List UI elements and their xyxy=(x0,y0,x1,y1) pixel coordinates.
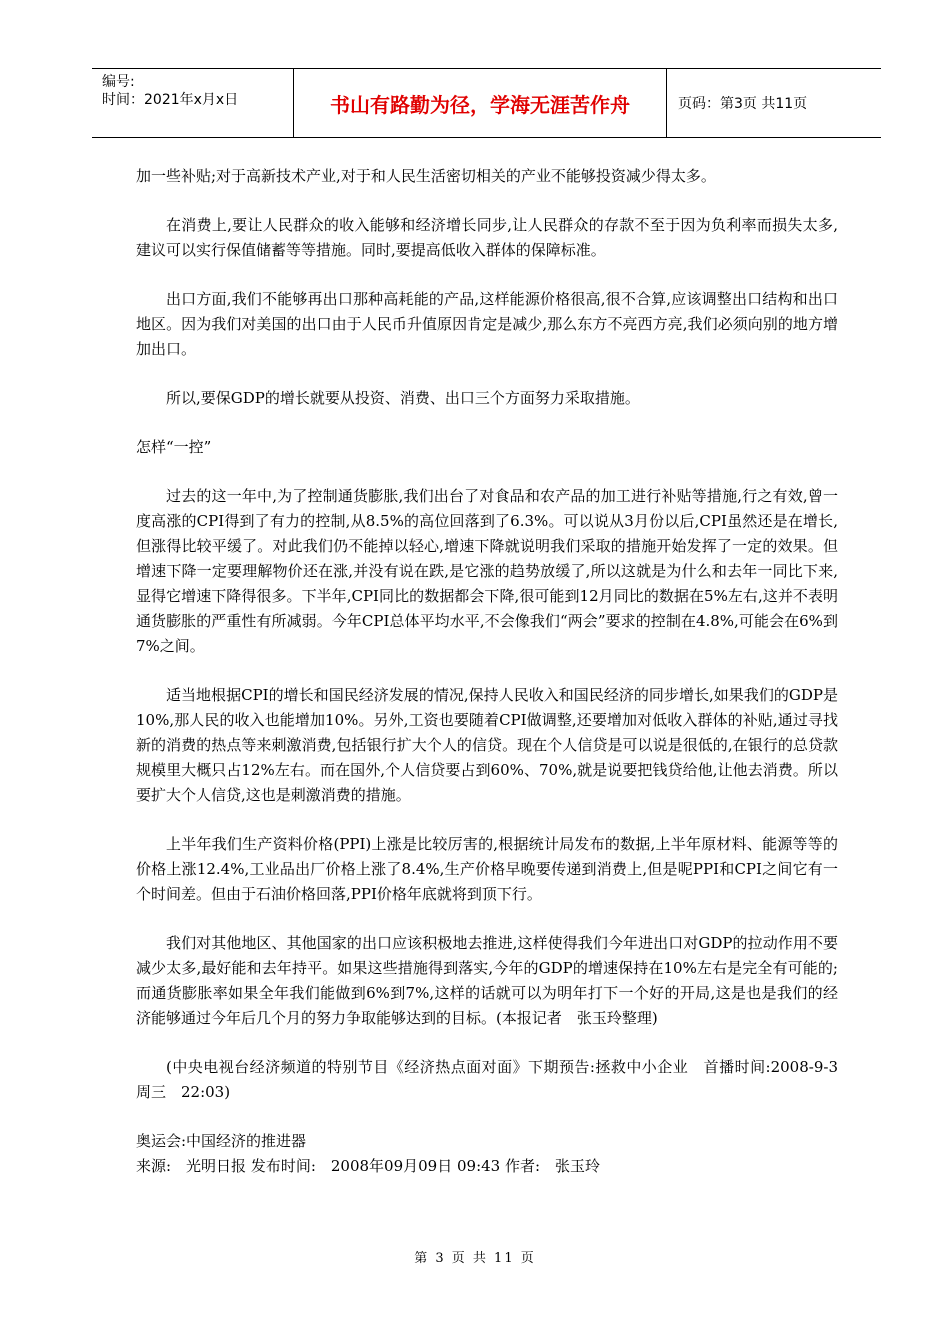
page-footer: 第 3 页 共 11 页 xyxy=(414,1251,536,1266)
header-motto: 书山有路勤为径，学海无涯苦作舟 xyxy=(293,69,667,137)
paragraph: 所以,要保GDP的增长就要从投资、消费、出口三个方面努力采取措施。 xyxy=(166,389,640,407)
article-title: 奥运会:中国经济的推进器 xyxy=(136,1132,307,1150)
header-meta xyxy=(92,69,292,137)
section-heading: 怎样“一控” xyxy=(136,438,212,456)
paragraph: 加一些补贴;对于高新技术产业,对于和人民生活密切相关的产业不能够投资减少得太多。 xyxy=(136,167,716,185)
paragraph: 在消费上,要让人民群众的收入能够和经济增长同步,让人民群众的存款不至于因为负利率而损失太多,建议可以实行保值储蓄等等措施。同时,要提高低收入群体的保障标准。 xyxy=(136,216,838,259)
paragraph: 我们对其他地区、其他国家的出口应该积极地去推进,这样使得我们今年进出口对GDP的拉动作用不要减少太多,最好能和去年持平。如果这些措施得到落实,今年的GDP的增速保持在10%左右是完全有可能的;而通货膨胀率如果全年我们能做到6%到7%,这样的话就可以为明年打下一个好的开局,这是也是我们的经济能够通过今年后几个月的努力争取能够达到的目标。(本报记者 张玉玲整理) xyxy=(136,934,838,1027)
doc-number-label: 编号: xyxy=(102,74,135,90)
paragraph: 过去的这一年中,为了控制通货膨胀,我们出台了对食品和农产品的加工进行补贴等措施,行之有效,曾一度高涨的CPI得到了有力的控制,从8.5%的高位回落到了6.3%。可以说从3月份以后,CPI虽然还是在增长,但涨得比较平缓了。对此我们仍不能掉以轻心,增速下降就说明我们采取的措施开始发挥了一定的效果。但增速下降一定要理解物价还在涨,并没有说在跌,是它涨的趋势放缓了,所以这就是为什么和去年一同比下来,显得它增速下降得很多。下半年,CPI同比的数据都会下降,很可能到12月同比的数据在5%左右,这并不表明通货膨胀的严重性有所减弱。今年CPI总体平均水平,不会像我们“两会”要求的控制在4.8%,可能会在6%到7%之间。 xyxy=(136,487,838,655)
article-source-line: 来源: 光明日报 发布时间: 2008年09月09日 09:43 作者: 张玉玲 xyxy=(136,1157,601,1175)
document-body xyxy=(136,164,854,1179)
page-header xyxy=(92,68,881,138)
program-notice: (中央电视台经济频道的特别节目《经济热点面对面》下期预告:拯救中小企业 首播时间:2008-9-3 周三 22:03) xyxy=(136,1058,854,1101)
doc-time-label: 时间：2021年x月x日 xyxy=(102,92,239,108)
paragraph: 上半年我们生产资料价格(PPI)上涨是比较厉害的,根据统计局发布的数据,上半年原材料、能源等等的价格上涨12.4%,工业品出厂价格上涨了8.4%,生产价格早晚要传递到消费上,但是呢PPI和CPI之间它有一个时间差。但由于石油价格回落,PPI价格年底就将到顶下行。 xyxy=(136,835,838,903)
paragraph: 适当地根据CPI的增长和国民经济发展的情况,保持人民收入和国民经济的同步增长,如果我们的GDP是10%,那人民的收入也能增加10%。另外,工资也要随着CPI做调整,还要增加对低收入群体的补贴,通过寻找新的消费的热点等来刺激消费,包括银行扩大个人的信贷。现在个人信贷是可以说是很低的,在银行的总贷款规模里大概只占12%左右。而在国外,个人信贷要占到60%、70%,就是说要把钱贷给他,让他去消费。所以要扩大个人信贷,这也是刺激消费的措施。 xyxy=(136,686,838,804)
paragraph: 出口方面,我们不能够再出口那种高耗能的产品,这样能源价格很高,很不合算,应该调整出口结构和出口地区。因为我们对美国的出口由于人民币升值原因肯定是减少,那么东方不亮西方亮,我们必须向别的地方增加出口。 xyxy=(136,290,838,358)
header-page-number: 页码：第3页 共11页 xyxy=(678,96,808,112)
